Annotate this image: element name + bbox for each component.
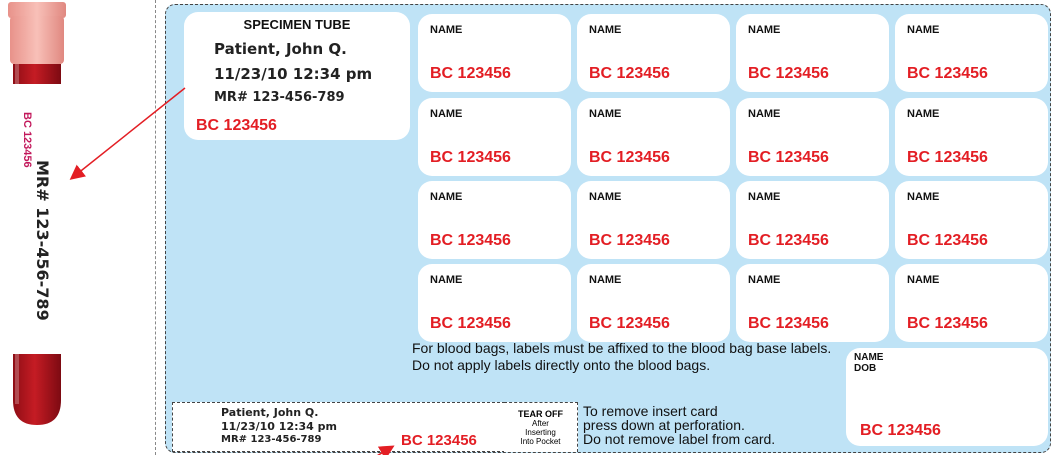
instruction-line-2: press down at perforation. bbox=[583, 417, 745, 433]
insert-patient-name: Patient, John Q. bbox=[221, 406, 319, 419]
label-name-field: NAME bbox=[430, 191, 463, 203]
specimen-title: SPECIMEN TUBE bbox=[243, 17, 351, 32]
arrow-to-tube bbox=[72, 88, 185, 178]
collection-datetime: 11/23/10 12:34 pm bbox=[214, 65, 373, 83]
label-barcode: BC 123456 bbox=[589, 149, 670, 166]
label-name-field: NAME bbox=[907, 108, 940, 120]
tear-off-line3: Into Pocket bbox=[520, 437, 561, 446]
blood-bag-note: For blood bags, labels must be affixed to the blood bag base labels. Do not apply labels directly onto the blood bags. bbox=[412, 340, 832, 373]
name-dob-dob: DOB bbox=[854, 363, 877, 374]
insert-datetime: 11/23/10 12:34 pm bbox=[221, 420, 337, 433]
label-barcode: BC 123456 bbox=[907, 65, 988, 82]
label-name-field: NAME bbox=[748, 24, 781, 36]
label-name-field: NAME bbox=[748, 191, 781, 203]
label-name-field: NAME bbox=[430, 108, 463, 120]
insert-mrn: MR# 123-456-789 bbox=[221, 434, 322, 445]
label-name-field: NAME bbox=[748, 108, 781, 120]
label-barcode: BC 123456 bbox=[430, 315, 511, 332]
label-barcode: BC 123456 bbox=[907, 315, 988, 332]
label-name-field: NAME bbox=[589, 191, 622, 203]
label-barcode: BC 123456 bbox=[748, 232, 829, 249]
label-barcode: BC 123456 bbox=[748, 65, 829, 82]
label-barcode: BC 123456 bbox=[430, 149, 511, 166]
insert-barcode: BC 123456 bbox=[401, 432, 477, 449]
label-name-field: NAME bbox=[907, 274, 940, 286]
label-barcode: BC 123456 bbox=[589, 232, 670, 249]
specimen-barcode: BC 123456 bbox=[196, 117, 277, 134]
label-name-field: NAME bbox=[907, 24, 940, 36]
name-dob-name: NAME bbox=[854, 352, 884, 363]
label-name-field: NAME bbox=[748, 274, 781, 286]
label-barcode: BC 123456 bbox=[430, 232, 511, 249]
tube-barcode-text: BC 123456 bbox=[21, 112, 33, 168]
label-barcode: BC 123456 bbox=[907, 232, 988, 249]
name-dob-barcode: BC 123456 bbox=[860, 422, 941, 439]
instruction-line-1: To remove insert card bbox=[583, 403, 718, 419]
patient-name: Patient, John Q. bbox=[214, 40, 347, 58]
label-barcode: BC 123456 bbox=[430, 65, 511, 82]
tube-label-text: MR# 123-456-789 bbox=[33, 160, 52, 321]
instruction-line-3: Do not remove label from card. bbox=[583, 431, 776, 447]
label-name-field: NAME bbox=[430, 274, 463, 286]
tear-off-line1: After bbox=[532, 419, 549, 428]
label-barcode: BC 123456 bbox=[589, 65, 670, 82]
label-name-field: NAME bbox=[907, 191, 940, 203]
arrow-to-insert bbox=[370, 447, 392, 455]
tear-off-line2: Inserting bbox=[525, 428, 556, 437]
medical-record-number: MR# 123-456-789 bbox=[214, 90, 345, 105]
label-barcode: BC 123456 bbox=[907, 149, 988, 166]
label-name-field: NAME bbox=[589, 108, 622, 120]
label-name-field: NAME bbox=[589, 274, 622, 286]
label-barcode: BC 123456 bbox=[589, 315, 670, 332]
label-barcode: BC 123456 bbox=[748, 149, 829, 166]
label-name-field: NAME bbox=[430, 24, 463, 36]
label-barcode: BC 123456 bbox=[748, 315, 829, 332]
tear-off-title: TEAR OFF bbox=[518, 409, 563, 419]
label-name-field: NAME bbox=[589, 24, 622, 36]
